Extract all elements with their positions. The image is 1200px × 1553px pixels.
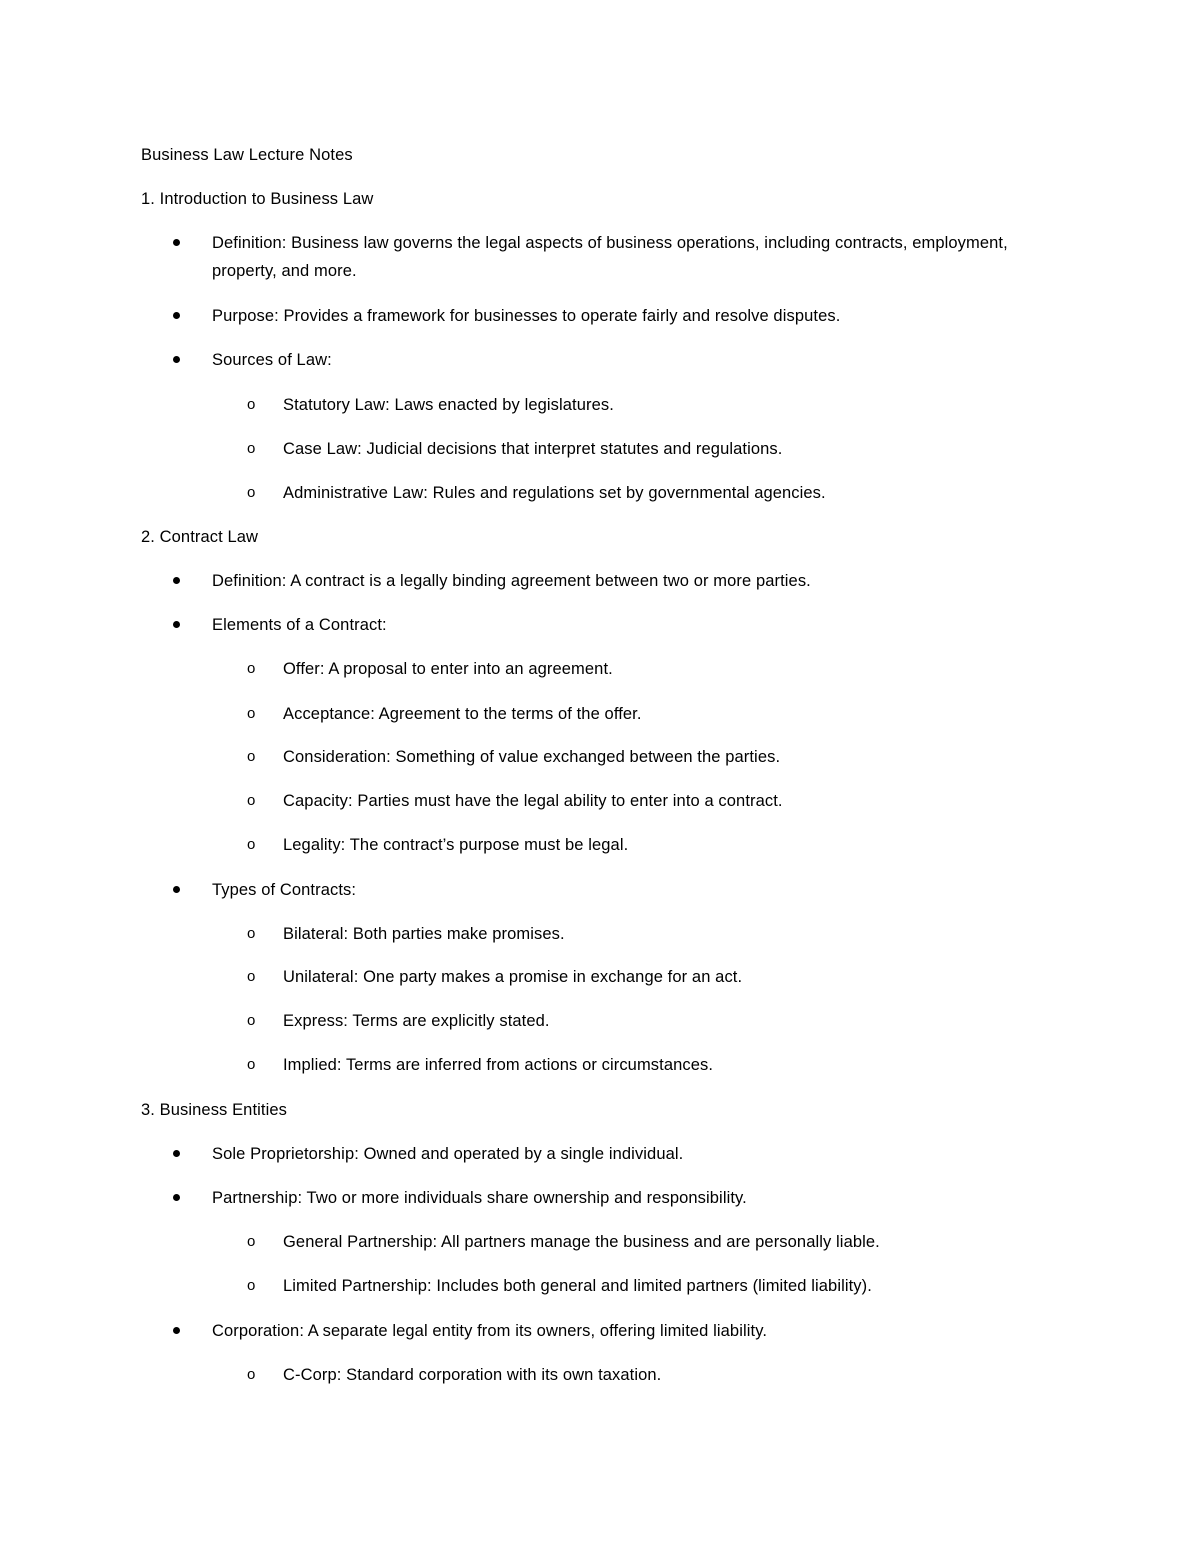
sub-list-item <box>247 923 1083 945</box>
list-item <box>212 876 1072 904</box>
circle-bullet-icon: o <box>247 1056 256 1073</box>
section-heading-contract-law: 2. Contract Law <box>141 528 259 546</box>
bullet-icon <box>173 577 180 584</box>
sub-list-item-text: Offer: A proposal to enter into an agreement. <box>283 660 613 678</box>
list-item <box>212 229 1072 285</box>
circle-bullet-icon: o <box>247 836 256 853</box>
circle-bullet-icon: o <box>247 792 256 809</box>
list-item-text: Definition: Business law governs the legal aspects of business operations, including contracts, employment, property, and more. <box>212 234 1008 280</box>
bullet-icon <box>173 621 180 628</box>
list-item-text: Purpose: Provides a framework for businesses to operate fairly and resolve disputes. <box>212 307 841 325</box>
list-item-text: Partnership: Two or more individuals share ownership and responsibility. <box>212 1189 747 1207</box>
list-item-text: Corporation: A separate legal entity from its owners, offering limited liability. <box>212 1322 768 1340</box>
sub-list-item-text: Unilateral: One party makes a promise in exchange for an act. <box>283 968 743 986</box>
circle-bullet-icon: o <box>247 1233 256 1250</box>
sub-list-item-text: Capacity: Parties must have the legal ability to enter into a contract. <box>283 792 783 810</box>
sub-list-item-text: Implied: Terms are inferred from actions or circumstances. <box>283 1056 714 1074</box>
bullet-icon <box>173 1194 180 1201</box>
sub-list-item-text: Statutory Law: Laws enacted by legislatures. <box>283 396 614 414</box>
sub-list-item <box>247 658 1083 680</box>
sub-list-item-text: Acceptance: Agreement to the terms of the offer. <box>283 705 642 723</box>
sub-list-item <box>247 834 1083 856</box>
circle-bullet-icon: o <box>247 1277 256 1294</box>
sub-list-item <box>247 394 1083 416</box>
sub-list-item-text: Consideration: Something of value exchanged between the parties. <box>283 748 781 766</box>
circle-bullet-icon: o <box>247 440 256 457</box>
sub-list-item-text: Bilateral: Both parties make promises. <box>283 925 565 943</box>
sub-list-item-text: C-Corp: Standard corporation with its own taxation. <box>283 1366 662 1384</box>
sub-list-item-text: Limited Partnership: Includes both general and limited partners (limited liability). <box>283 1277 872 1295</box>
list-item <box>212 346 1072 374</box>
bullet-icon <box>173 239 180 246</box>
bullet-icon <box>173 1327 180 1334</box>
sub-list-item <box>247 746 1083 768</box>
section-heading-introduction: 1. Introduction to Business Law <box>141 190 374 208</box>
sub-list-item <box>247 1364 1083 1386</box>
sub-list-item-text: Administrative Law: Rules and regulations set by governmental agencies. <box>283 484 826 502</box>
sub-list-item-text: General Partnership: All partners manage the business and are personally liable. <box>283 1233 880 1251</box>
section-heading-business-entities: 3. Business Entities <box>141 1101 287 1119</box>
circle-bullet-icon: o <box>247 396 256 413</box>
sub-list-item-text: Case Law: Judicial decisions that interpret statutes and regulations. <box>283 440 783 458</box>
list-item-text: Definition: A contract is a legally binding agreement between two or more parties. <box>212 572 811 590</box>
list-item-text: Types of Contracts: <box>212 881 357 899</box>
sub-list-item <box>247 1054 1083 1076</box>
document-title: Business Law Lecture Notes <box>141 146 353 164</box>
list-item <box>212 1140 1072 1168</box>
sub-list-item <box>247 1231 1083 1253</box>
circle-bullet-icon: o <box>247 660 256 677</box>
list-item-text: Sources of Law: <box>212 351 332 369</box>
sub-list-item <box>247 482 1083 504</box>
sub-list-item-text: Legality: The contract’s purpose must be legal. <box>283 836 629 854</box>
sub-list-item <box>247 1010 1083 1032</box>
circle-bullet-icon: o <box>247 925 256 942</box>
sub-list-item <box>247 703 1083 725</box>
list-item-text: Sole Proprietorship: Owned and operated by a single individual. <box>212 1145 684 1163</box>
sub-list-item-text: Express: Terms are explicitly stated. <box>283 1012 550 1030</box>
circle-bullet-icon: o <box>247 1366 256 1383</box>
sub-list-item <box>247 438 1083 460</box>
sub-list-item <box>247 1275 1083 1297</box>
circle-bullet-icon: o <box>247 748 256 765</box>
circle-bullet-icon: o <box>247 484 256 501</box>
bullet-icon <box>173 356 180 363</box>
bullet-icon <box>173 886 180 893</box>
list-item <box>212 302 1072 330</box>
circle-bullet-icon: o <box>247 1012 256 1029</box>
sub-list-item <box>247 790 1083 812</box>
list-item <box>212 1317 1072 1345</box>
bullet-icon <box>173 312 180 319</box>
list-item <box>212 567 1072 595</box>
circle-bullet-icon: o <box>247 705 256 722</box>
circle-bullet-icon: o <box>247 968 256 985</box>
list-item <box>212 1184 1072 1212</box>
list-item-text: Elements of a Contract: <box>212 616 387 634</box>
bullet-icon <box>173 1150 180 1157</box>
sub-list-item <box>247 966 1083 988</box>
list-item <box>212 611 1072 639</box>
